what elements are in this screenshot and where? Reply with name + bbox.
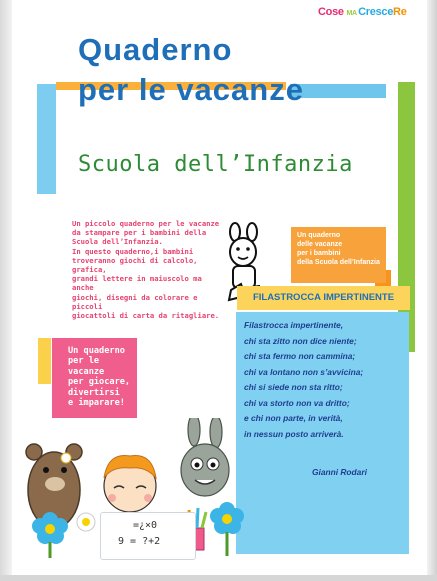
poem-author: Gianni Rodari xyxy=(312,467,367,477)
pink-box-line: per le vacanze xyxy=(68,356,105,377)
title-line-1: Quaderno xyxy=(78,32,233,67)
poem-line: chi si siede non sta ritto; xyxy=(244,382,343,392)
intro-line: In questo quaderno,i bambini xyxy=(72,246,194,256)
math-line-1: =¿×0 xyxy=(133,520,158,531)
orange-box-line: delle vacanze xyxy=(297,241,343,248)
flower-icon xyxy=(32,512,68,558)
poem-line: chi va storto non va dritto; xyxy=(244,397,350,408)
orange-box-line: Un quaderno xyxy=(297,232,341,239)
intro-text xyxy=(72,219,226,320)
page-frame-bottom xyxy=(0,575,437,581)
title-line-2: per le vacanze xyxy=(78,72,304,107)
orange-box-line: della Scuola dell’Infanzia xyxy=(297,259,380,266)
intro-line: Un piccolo quaderno per le vacanze xyxy=(72,219,220,228)
decor-strip-blue xyxy=(37,84,56,194)
logo-part: Re xyxy=(393,6,407,18)
page-title xyxy=(78,30,304,110)
page-frame-right xyxy=(427,0,437,581)
pink-box-line: divertirsi xyxy=(68,387,120,398)
poem-line: chi sta fermo non cammina; xyxy=(244,351,356,361)
rabbit-character-icon xyxy=(181,418,229,496)
flower-icon xyxy=(77,513,95,531)
decor-strip-yellow xyxy=(38,338,51,384)
poem-line: in nessun posto arriverà. xyxy=(244,428,344,439)
math-line-2: 9 = ?+2 xyxy=(118,536,161,547)
orange-box-line: per i bambini xyxy=(297,250,341,257)
brand-logo xyxy=(318,6,407,18)
poem-line: e chi non parte, in verità, xyxy=(244,413,343,423)
pink-box-line: per giocare, xyxy=(68,377,131,388)
child-character-icon xyxy=(104,455,156,512)
intro-line: grandi lettere in maiuscolo ma anche xyxy=(72,274,202,293)
poem-line: chi sta zitto non dice niente; xyxy=(244,335,357,346)
logo-part: Cose xyxy=(318,6,347,18)
poem-line: chi va lontano non s’avvicina; xyxy=(244,366,364,377)
pink-box-line: e imparare! xyxy=(68,398,125,409)
logo-part: MA xyxy=(346,10,359,17)
orange-info-box xyxy=(291,227,386,283)
pink-box-line: Un quaderno xyxy=(68,346,125,356)
flower-icon xyxy=(210,502,244,556)
intro-line: da stampare per i bambini della xyxy=(72,228,207,238)
intro-line: troveranno giochi di calcolo, grafica, xyxy=(72,255,198,275)
poem-title: FILASTROCCA IMPERTINENTE xyxy=(237,286,410,310)
logo-part: Cresce xyxy=(358,6,394,18)
pink-info-box xyxy=(52,338,137,418)
page-frame-left xyxy=(0,0,12,581)
decor-strip-blue-top xyxy=(290,84,386,98)
poem-line: Filastrocca impertinente, xyxy=(244,320,344,330)
poem-text xyxy=(244,318,404,442)
page-subtitle: Scuola dell’Infanzia xyxy=(78,152,353,177)
intro-line: giochi, disegni da colorare e piccoli xyxy=(72,292,198,311)
intro-line: giocattoli di carta da ritagliare. xyxy=(72,311,220,321)
intro-line: Scuola dell’Infanzia. xyxy=(72,237,163,247)
